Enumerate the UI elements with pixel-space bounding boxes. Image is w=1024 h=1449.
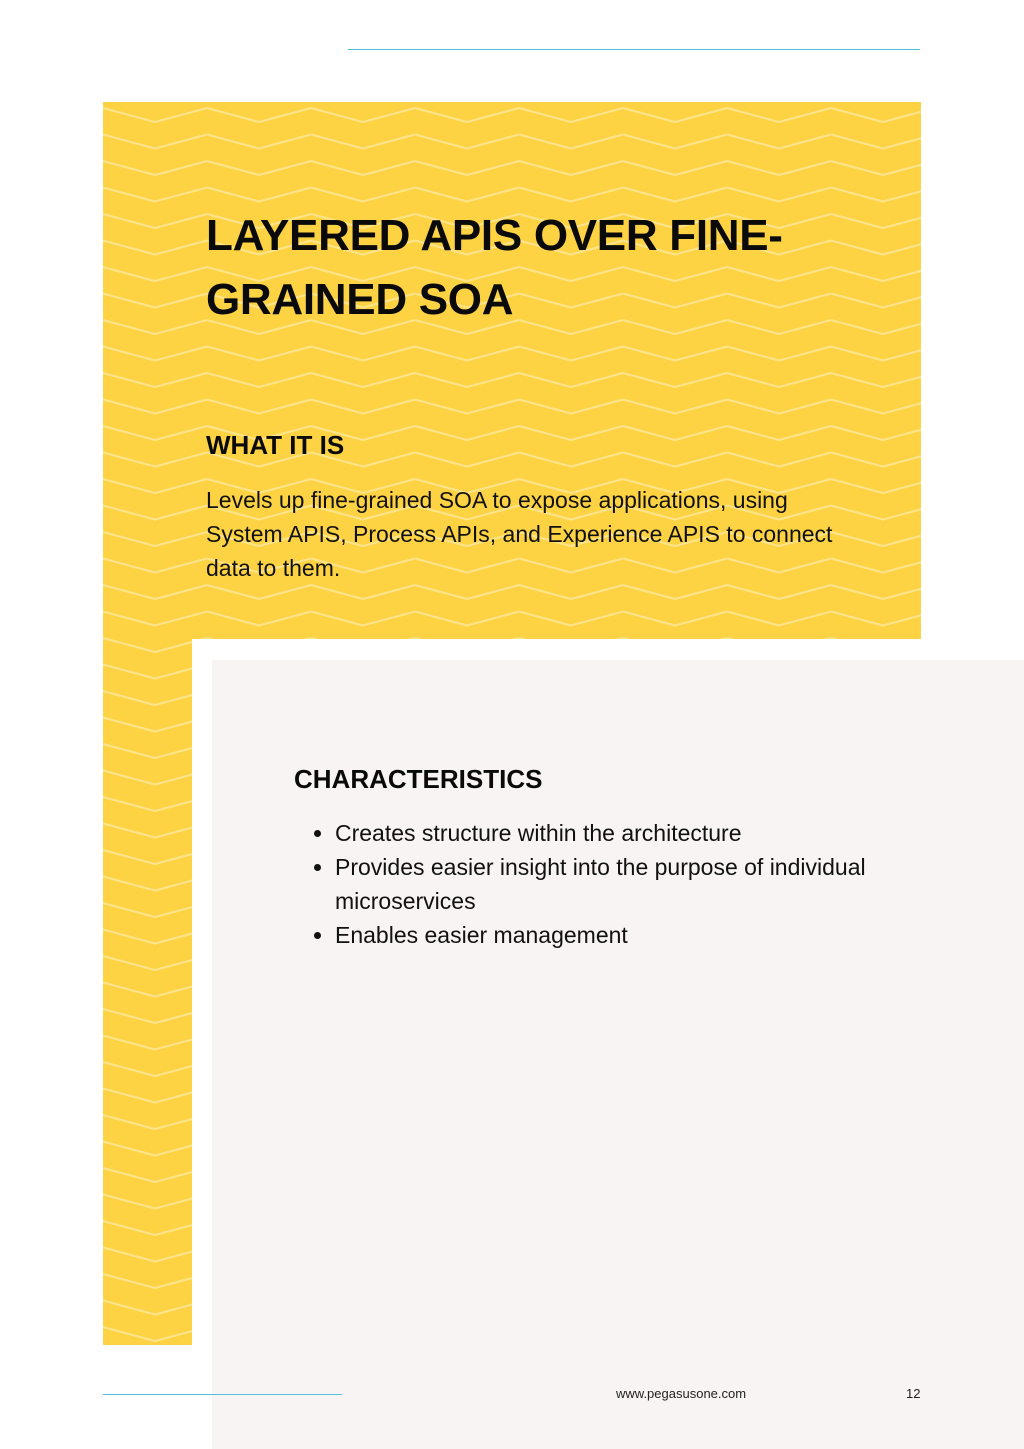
list-item: • Provides easier insight into the purpose of individual microservices <box>335 850 955 918</box>
footer-website-link[interactable]: www.pegasusone.com <box>616 1386 747 1401</box>
what-it-is-heading: WHAT IT IS <box>206 430 345 460</box>
page-number: 12 <box>906 1386 921 1401</box>
list-item: • Enables easier management <box>335 918 955 952</box>
what-it-is-description: Levels up fine-grained SOA to expose applications, using System APIS, Process APIs, and Experience APIS to connect data to them. <box>206 487 833 581</box>
bottom-divider-line <box>103 1394 342 1395</box>
page-title: LAYERED APIS OVER FINE-GRAINED SOA <box>206 211 783 324</box>
characteristics-heading: CHARACTERISTICS <box>294 764 543 794</box>
characteristics-list <box>294 816 955 952</box>
top-divider-line <box>348 49 920 50</box>
list-item: • Creates structure within the architecture <box>335 816 955 850</box>
